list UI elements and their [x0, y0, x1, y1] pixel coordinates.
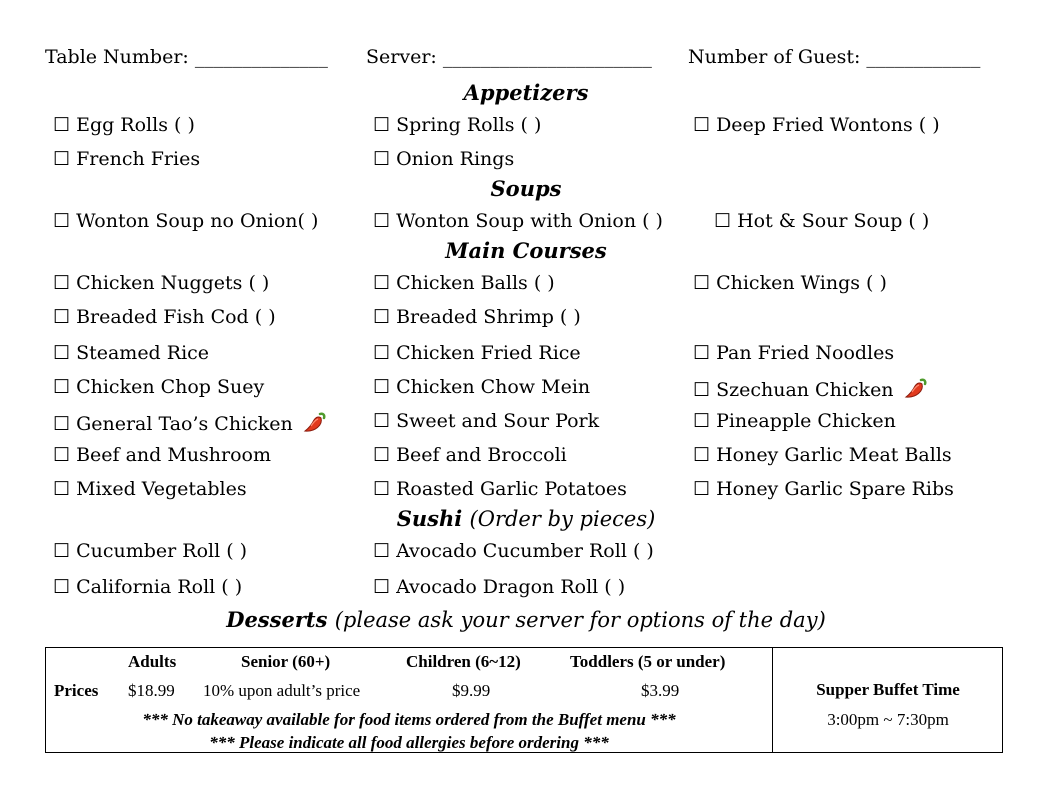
price-senior: 10% upon adult’s price	[203, 681, 361, 700]
section-sushi-title: Sushi	[396, 506, 463, 531]
item-avocado-dragon-roll[interactable]: ☐ Avocado Dragon Roll ( )	[373, 576, 626, 598]
item-pineapple-chicken[interactable]: ☐ Pineapple Chicken	[693, 410, 896, 432]
item-hot-sour-soup[interactable]: ☐ Hot & Sour Soup ( )	[714, 210, 930, 232]
warning-no-takeaway: *** No takeaway available for food items ordered from the Buffet menu ***	[142, 710, 676, 729]
number-of-guest-field: Number of Guest: ____________	[688, 46, 981, 68]
price-adults: $18.99	[128, 681, 175, 700]
item-california-roll[interactable]: ☐ California Roll ( )	[53, 576, 243, 598]
item-szechuan-chicken[interactable]	[693, 376, 928, 401]
item-chicken-chop-suey[interactable]: ☐ Chicken Chop Suey	[53, 376, 265, 398]
chili-pepper-icon	[301, 410, 327, 434]
item-wonton-soup-no-onion[interactable]: ☐ Wonton Soup no Onion( )	[53, 210, 319, 232]
item-avocado-cucumber-roll[interactable]: ☐ Avocado Cucumber Roll ( )	[373, 540, 654, 562]
item-wonton-soup-with-onion[interactable]: ☐ Wonton Soup with Onion ( )	[373, 210, 663, 232]
item-cucumber-roll[interactable]: ☐ Cucumber Roll ( )	[53, 540, 248, 562]
item-chicken-nuggets[interactable]: ☐ Chicken Nuggets ( )	[53, 272, 270, 294]
item-steamed-rice[interactable]: ☐ Steamed Rice	[53, 342, 210, 364]
item-breaded-fish-cod[interactable]: ☐ Breaded Fish Cod ( )	[53, 306, 276, 328]
item-szechuan-chicken-label: ☐ Szechuan Chicken	[693, 379, 894, 401]
price-table-divider	[772, 648, 773, 752]
section-sushi	[0, 506, 1052, 531]
item-general-tao-chicken[interactable]	[53, 410, 327, 435]
item-egg-rolls[interactable]: ☐ Egg Rolls ( )	[53, 114, 195, 136]
price-header-toddlers: Toddlers (5 or under)	[570, 652, 726, 671]
item-spring-rolls[interactable]: ☐ Spring Rolls ( )	[373, 114, 542, 136]
price-header-senior: Senior (60+)	[241, 652, 331, 671]
section-desserts-title: Desserts	[226, 607, 328, 632]
price-header-children: Children (6~12)	[406, 652, 521, 671]
item-beef-broccoli[interactable]: ☐ Beef and Broccoli	[373, 444, 567, 466]
server-field: Server: ______________________	[366, 46, 652, 68]
item-pan-fried-noodles[interactable]: ☐ Pan Fried Noodles	[693, 342, 895, 364]
section-soups: Soups	[490, 176, 562, 201]
item-sweet-sour-pork[interactable]: ☐ Sweet and Sour Pork	[373, 410, 600, 432]
item-beef-mushroom[interactable]: ☐ Beef and Mushroom	[53, 444, 272, 466]
item-breaded-shrimp[interactable]: ☐ Breaded Shrimp ( )	[373, 306, 581, 328]
price-toddlers: $3.99	[641, 681, 680, 700]
table-number-field: Table Number: ______________	[45, 46, 328, 68]
section-desserts	[0, 607, 1052, 632]
price-children: $9.99	[452, 681, 491, 700]
item-mixed-vegetables[interactable]: ☐ Mixed Vegetables	[53, 478, 247, 500]
item-deep-fried-wontons[interactable]: ☐ Deep Fried Wontons ( )	[693, 114, 940, 136]
item-general-tao-chicken-label: ☐ General Tao’s Chicken	[53, 413, 293, 435]
price-row-label: Prices	[54, 681, 99, 700]
item-chicken-wings[interactable]: ☐ Chicken Wings ( )	[693, 272, 887, 294]
item-onion-rings[interactable]: ☐ Onion Rings	[373, 148, 515, 170]
price-table	[45, 647, 1003, 753]
item-honey-garlic-meat-balls[interactable]: ☐ Honey Garlic Meat Balls	[693, 444, 952, 466]
section-sushi-note: (Order by pieces)	[469, 507, 656, 531]
buffet-time-value: 3:00pm ~ 7:30pm	[827, 710, 949, 729]
section-main-courses: Main Courses	[445, 238, 607, 263]
section-desserts-note: (please ask your server for options of the day)	[334, 608, 826, 632]
item-honey-garlic-spare-ribs[interactable]: ☐ Honey Garlic Spare Ribs	[693, 478, 954, 500]
item-roasted-garlic-potatoes[interactable]: ☐ Roasted Garlic Potatoes	[373, 478, 627, 500]
buffet-time-title: Supper Buffet Time	[816, 680, 960, 699]
warning-food-allergies: *** Please indicate all food allergies before ordering ***	[209, 733, 609, 752]
item-chicken-fried-rice[interactable]: ☐ Chicken Fried Rice	[373, 342, 581, 364]
item-chicken-balls[interactable]: ☐ Chicken Balls ( )	[373, 272, 555, 294]
section-appetizers: Appetizers	[463, 80, 589, 105]
item-chicken-chow-mein[interactable]: ☐ Chicken Chow Mein	[373, 376, 591, 398]
chili-pepper-icon	[902, 376, 928, 400]
price-header-adults: Adults	[128, 652, 177, 671]
item-french-fries[interactable]: ☐ French Fries	[53, 148, 201, 170]
